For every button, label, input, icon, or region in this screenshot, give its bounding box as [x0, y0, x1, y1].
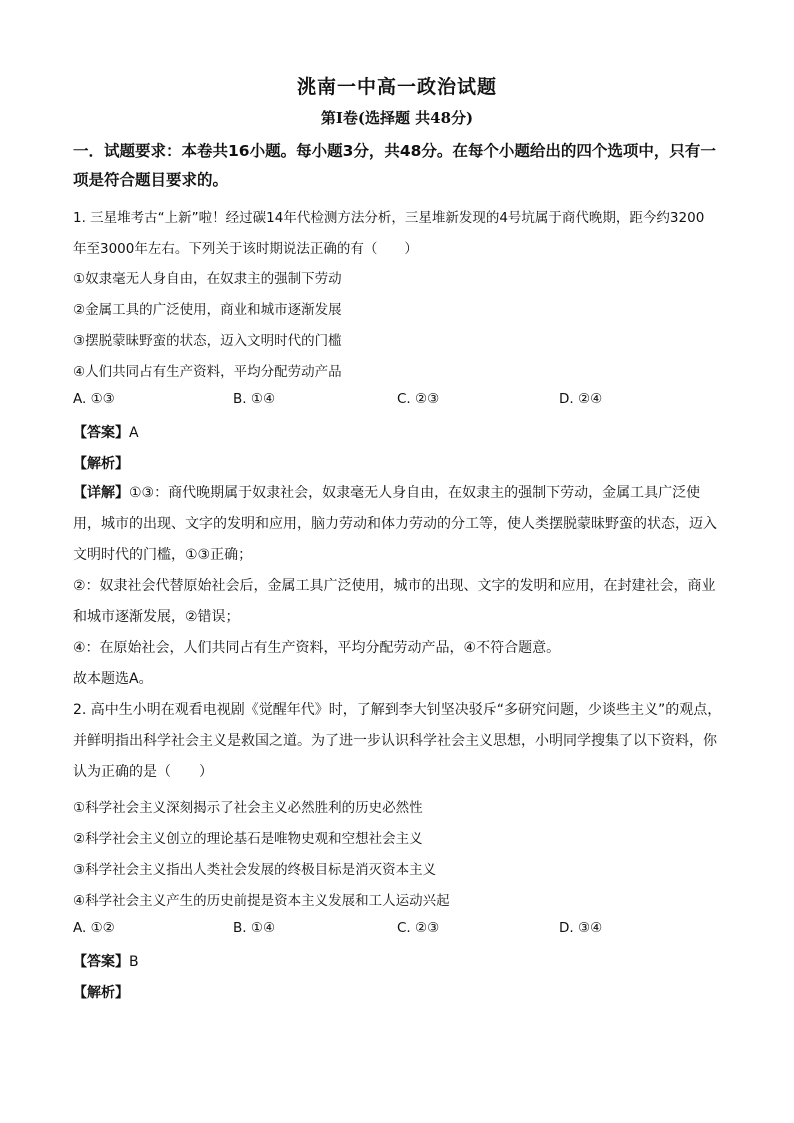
page-title: 洮南一中高一政治试题	[296, 76, 497, 98]
q1-stem-line1: 1. 三星堆考古“上新”啦！经过碳14年代检测方法分析，三星堆新发现的4号坑属于商代晚期，距今约3200	[73, 210, 705, 226]
q1-option-b: B. ①④	[233, 391, 276, 407]
q1-detail-3: ④：在原始社会，人们共同占有生产资料，平均分配劳动产品，④不符合题意。	[73, 640, 561, 656]
answer-value: A	[129, 425, 139, 441]
q1-statement-3: ③摆脱蒙昧野蛮的状态，迈入文明时代的门槛	[73, 333, 342, 349]
q1-conclusion: 故本题选A。	[73, 671, 153, 687]
q2-statement-4: ④科学社会主义产生的历史前提是资本主义发展和工人运动兴起	[73, 893, 450, 909]
answer-value: B	[129, 954, 139, 970]
q1-detail-2: ②：奴隶社会代替原始社会后，金属工具广泛使用，城市的出现、文字的发明和应用，在封建社会，商业和城市逐渐发展，②错误；	[73, 578, 716, 625]
q1-analysis-label: 【解析】	[73, 456, 129, 472]
section-subtitle: 第Ⅰ卷(选择题 共48分)	[320, 109, 474, 127]
section-instructions: 一．试题要求：本卷共16小题。每小题3分，共48分。在每个小题给出的四个选项中，只有一项是符合题目要求的。	[73, 142, 716, 189]
q2-options	[73, 920, 723, 940]
q2-statement-1: ①科学社会主义深刻揭示了社会主义必然胜利的历史必然性	[73, 800, 423, 816]
q1-stem-line2: 年至3000年左右。下列关于该时期说法正确的有（ ）	[73, 241, 418, 257]
answer-label: 【答案】	[73, 954, 129, 970]
q2-option-a: A. ①②	[73, 920, 115, 936]
answer-label: 【答案】	[73, 425, 129, 441]
q1-option-c: C. ②③	[397, 391, 440, 407]
q2-statement-2: ②科学社会主义创立的理论基石是唯物史观和空想社会主义	[73, 831, 423, 847]
q2-answer	[73, 951, 139, 971]
q1-options	[73, 391, 723, 411]
q1-answer	[73, 422, 139, 442]
q2-option-b: B. ①④	[233, 920, 276, 936]
q1-option-a: A. ①③	[73, 391, 115, 407]
q2-option-d: D. ③④	[559, 920, 603, 936]
q2-analysis-label: 【解析】	[73, 985, 129, 1001]
q1-statement-2: ②金属工具的广泛使用，商业和城市逐渐发展	[73, 302, 342, 318]
q2-statement-3: ③科学社会主义指出人类社会发展的终极目标是消灭资本主义	[73, 862, 437, 878]
q1-option-d: D. ②④	[559, 391, 603, 407]
q1-statement-4: ④人们共同占有生产资料，平均分配劳动产品	[73, 364, 342, 380]
q2-option-c: C. ②③	[397, 920, 440, 936]
q1-statement-1: ①奴隶毫无人身自由，在奴隶主的强制下劳动	[73, 271, 342, 287]
detail-label: 【详解】	[73, 485, 129, 501]
q2-stem: 2. 高中生小明在观看电视剧《觉醒年代》时，了解到李大钊坚决驳斥“多研究问题，少谈些主义”的观点，并鲜明指出科学社会主义是救国之道。为了进一步认识科学社会主义思想，小明同学搜集了以下资料，你认为正确的是（ ）	[73, 702, 722, 780]
q1-detail-1: 【详解】①③：商代晚期属于奴隶社会，奴隶毫无人身自由，在奴隶主的强制下劳动，金属工具广泛使用，城市的出现、文字的发明和应用，脑力劳动和体力劳动的分工等，使人类摆脱蒙昧野蛮的状态，迈入文明时代的门槛，①③正确；	[73, 485, 717, 563]
